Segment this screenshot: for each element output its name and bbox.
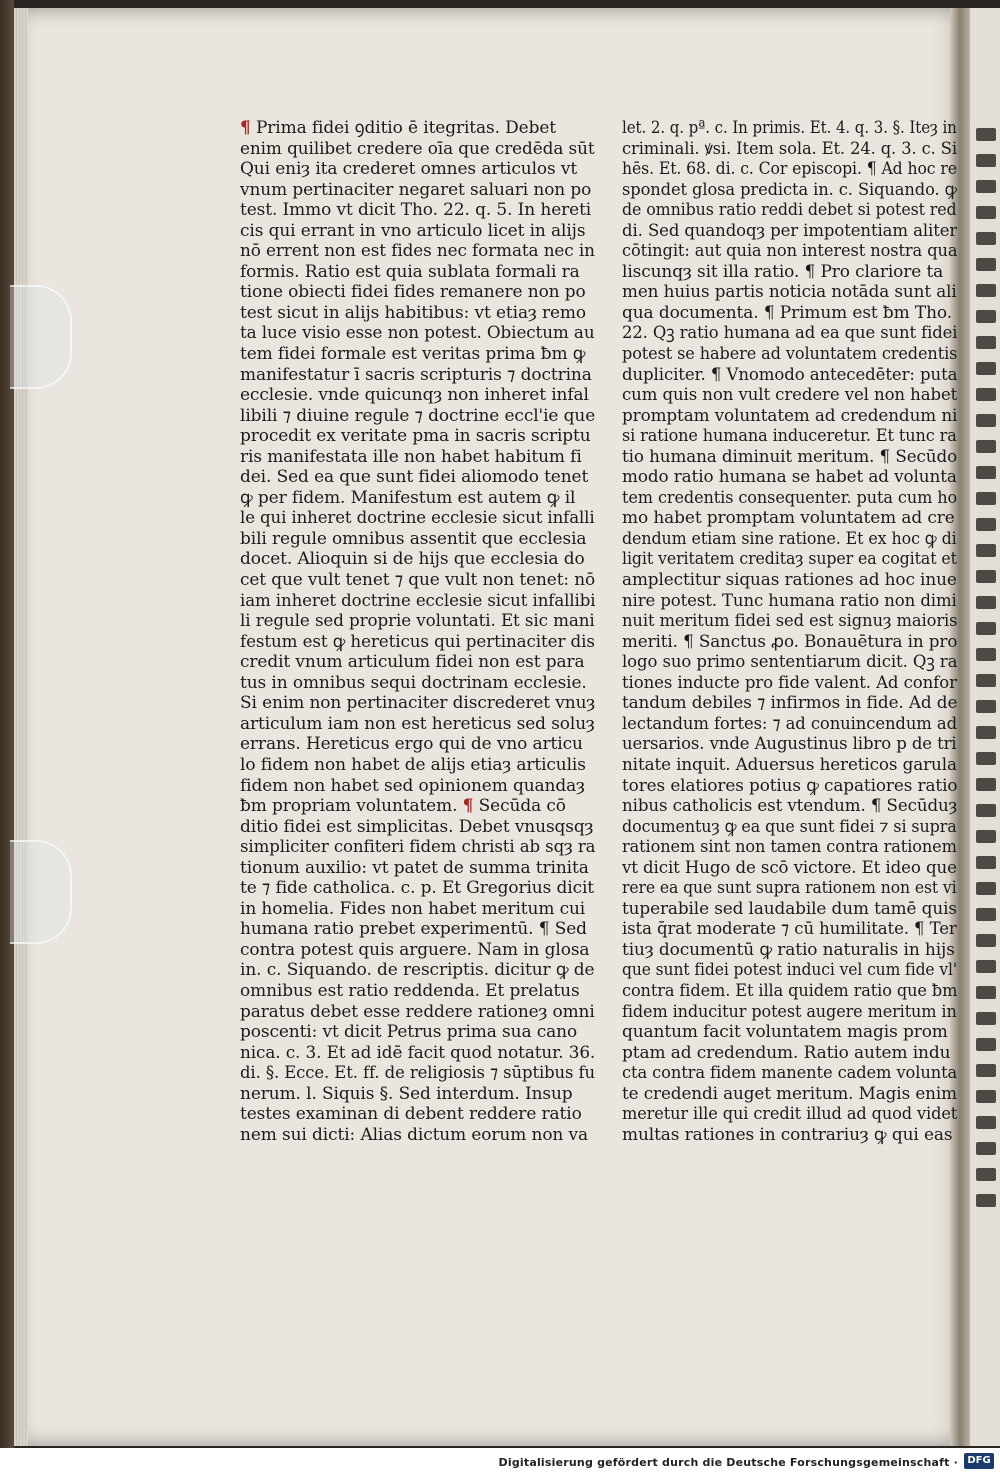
- text-line: ptam ad credendum. Ratio autem indu: [622, 1042, 951, 1063]
- text-line: nem sui dicti: Alias dictum eorum non va: [240, 1124, 589, 1145]
- text-line: rationem sint non tamen contra rationem: [622, 837, 957, 858]
- text-line: spondet glosa predicta in. c. Siquando. ꝙ: [622, 179, 957, 200]
- text-line: ditio fidei est simplicitas. Debet vnusqsqȝ: [240, 816, 594, 837]
- text-line: tem fidei formale est veritas prima ƀm ꝙ: [240, 344, 586, 365]
- text-line: cet que vult tenet ⁊ que vult non tenet: nō: [240, 570, 595, 591]
- text-line: tem credentis consequenter. puta cum ho: [622, 487, 957, 508]
- text-line: que sunt fidei potest induci vel cum fide vl': [622, 960, 957, 981]
- text-line: di. Sed quandoqȝ per impotentiam aliter: [622, 220, 957, 241]
- text-line: amplectitur siquas rationes ad hoc inue: [622, 570, 957, 591]
- text-line: dei. Sed ea que sunt fidei aliomodo tenet: [240, 467, 589, 488]
- text-line: meriti. ¶ Sanctus ꝓo. Bonauētura in pro: [622, 631, 957, 652]
- text-line: nibus catholicis est vtendum. ¶ Secūduȝ: [622, 796, 957, 817]
- text-line: ligit veritatem creditaȝ super ea cogitat et: [622, 549, 957, 570]
- text-line: potest se habere ad voluntatem credentis: [622, 344, 957, 365]
- text-line: tores elatiores potius ꝙ capatiores ratio: [622, 775, 957, 796]
- text-line: in homelia. Fides non habet meritum cui: [240, 898, 586, 919]
- text-line: de omnibus ratio reddi debet si potest red: [622, 200, 957, 221]
- text-line: qua documenta. ¶ Primum est ƀm Tho.: [622, 302, 952, 323]
- text-line: cta contra fidem manente cadem volunta: [622, 1063, 957, 1084]
- text-line: ta luce visio esse non potest. Obiectum au: [240, 323, 595, 344]
- text-line: tus in omnibus sequi doctrinam ecclesie.: [240, 672, 587, 693]
- text-line: nica. c. 3. Et ad idē facit quod notatur. 36.: [240, 1042, 595, 1063]
- text-line: nerum. l. Siquis §. Sed interdum. Insup: [240, 1083, 573, 1104]
- text-column-left: [240, 118, 600, 1145]
- text-line: in. c. Siquando. de rescriptis. dicitur ꝙ de: [240, 960, 595, 981]
- text-line: iam inheret doctrine ecclesie sicut infallibi: [240, 590, 595, 611]
- text-line: Si enim non pertinaciter discrederet vnuȝ: [240, 693, 595, 714]
- text-line: ista q̄rat moderate ⁊ cū humilitate. ¶ Ter: [622, 919, 957, 940]
- text-line: festum est ꝙ hereticus qui pertinaciter dis: [240, 631, 595, 652]
- text-line: le qui inheret doctrine ecclesie sicut infalli: [240, 508, 595, 529]
- text-line: tandum debiles ⁊ infirmos in fide. Ad de: [622, 693, 957, 714]
- text-line: 22. Qꝫ ratio humana ad ea que sunt fidei: [622, 323, 957, 344]
- text-line: tione obiecti fidei fides remanere non po: [240, 282, 586, 303]
- text-line: omnibus est ratio reddenda. Et prelatus: [240, 980, 580, 1001]
- text-line: cōtingit: aut quia non interest nostra qua: [622, 241, 957, 262]
- text-line: manifestatur ī sacris scripturis ⁊ doctrina: [240, 364, 592, 385]
- text-line: vnum pertinaciter negaret saluari non po: [240, 179, 592, 200]
- page-stack-edge: [14, 8, 28, 1446]
- text-line: contra potest quis arguere. Nam in glosa: [240, 939, 590, 960]
- text-line: modo ratio humana se habet ad volunta: [622, 467, 957, 488]
- text-line: te credendi auget meritum. Magis enim: [622, 1083, 957, 1104]
- text-line: test. Immo vt dicit Tho. 22. q. 5. In hereti: [240, 200, 592, 221]
- text-line: errans. Hereticus ergo qui de vno articu: [240, 734, 583, 755]
- text-line: nire potest. Tunc humana ratio non dimi: [622, 590, 957, 611]
- text-line: ris manifestata ille non habet habitum fi: [240, 446, 582, 467]
- text-line: tionum auxilio: vt patet de summa trinita: [240, 857, 589, 878]
- text-line: liscunqȝ sit illa ratio. ¶ Pro clariore ta: [622, 261, 944, 282]
- facing-page-edge: [970, 8, 1000, 1446]
- text-column-right: [622, 118, 962, 1145]
- text-line: tuperabile sed laudabile dum tamē quis: [622, 898, 957, 919]
- text-line: nō errent non est fides nec formata nec in: [240, 241, 595, 262]
- text-line: documentuȝ ꝙ ea que sunt fidei ⁊ si supra: [622, 816, 957, 837]
- footer-bar: [0, 1448, 1000, 1476]
- text-line: fidem inducitur potest augere meritum in: [622, 1001, 957, 1022]
- text-line: Qui eniȝ ita crederet omnes articulos vt: [240, 159, 578, 180]
- text-line: men huius partis noticia notāda sunt ali: [622, 282, 957, 303]
- text-line: meretur ille qui credit illud ad quod videt: [622, 1104, 957, 1125]
- text-line: si ratione humana induceretur. Et tunc ra: [622, 426, 957, 447]
- text-line: tio humana diminuit meritum. ¶ Secūdo: [622, 446, 957, 467]
- text-line: formis. Ratio est quia sublata formali ra: [240, 261, 580, 282]
- text-line: dupliciter. ¶ Vnomodo antecedēter: puta: [622, 364, 957, 385]
- text-line: nitate inquit. Aduersus hereticos garula: [622, 754, 957, 775]
- text-line: dendum etiam sine ratione. Et ex hoc ꝙ di: [622, 528, 957, 549]
- text-line: paratus debet esse reddere rationeȝ omni: [240, 1001, 595, 1022]
- text-line: multas rationes in contrariuȝ ꝙ qui eas: [622, 1124, 953, 1145]
- text-line: contra fidem. Et illa quidem ratio que ƀm: [622, 980, 957, 1001]
- text-line: tiuȝ documentū ꝙ ratio naturalis in hijs: [622, 939, 955, 960]
- page-clip-upper: [10, 285, 72, 389]
- text-line: libili ⁊ diuine regule ⁊ doctrine eccl'ie que: [240, 405, 595, 426]
- text-line: lo fidem non habet de alijs etiaȝ articulis: [240, 754, 586, 775]
- text-line: li regule sed proprie voluntati. Et sic mani: [240, 611, 595, 632]
- text-line: vt dicit Hugo de scō victore. Et ideo que: [622, 857, 957, 878]
- text-line: promptam voluntatem ad credendum ni: [622, 405, 957, 426]
- text-line: cis qui errant in vno articulo licet in alijs: [240, 220, 586, 241]
- text-line: criminali. ꝟsi. Item sola. Et. 24. q. 3. c. Si: [622, 138, 957, 159]
- text-line: cum quis non vult credere vel non habet: [622, 385, 957, 406]
- text-line: humana ratio prebet experimentū. ¶ Sed: [240, 919, 587, 940]
- text-line: testes examinan di debent reddere ratio: [240, 1104, 582, 1125]
- text-line: ƀm propriam voluntatem. ¶ Secūda cō: [240, 796, 566, 817]
- facing-page-text-fragments: [976, 128, 1000, 1220]
- text-line: let. 2. q. pª. c. In primis. Et. 4. q. 3. §. Iteȝ in: [622, 118, 957, 138]
- text-line: nuit meritum fidei sed est signuȝ maioris: [622, 611, 957, 632]
- text-line: rere ea que sunt supra rationem non est vi: [622, 878, 957, 899]
- text-line: ꝙ per fidem. Manifestum est autem ꝙ il: [240, 487, 576, 508]
- page-clip-lower: [10, 840, 72, 944]
- text-line: docet. Alioquin si de hijs que ecclesia do: [240, 549, 585, 570]
- footer-credit: Digitalisierung gefördert durch die Deutsche Forschungsgemeinschaft ·: [498, 1456, 958, 1469]
- text-line: enim quilibet credere oīa que credēda sūt: [240, 138, 595, 159]
- text-line: tiones inducte pro fide valent. Ad confor: [622, 672, 957, 693]
- text-line: te ⁊ fide catholica. c. p. Et Gregorius dicit: [240, 878, 595, 899]
- text-line: lectandum fortes: ⁊ ad conuincendum ad: [622, 713, 957, 734]
- text-line: procedit ex veritate pma in sacris scriptu: [240, 426, 591, 447]
- text-line: ecclesie. vnde quicunqȝ non inheret infal: [240, 385, 589, 406]
- text-line: hēs. Et. 68. di. c. Cor episcopi. ¶ Ad hoc re: [622, 159, 957, 180]
- dfg-logo: DFG: [964, 1453, 994, 1469]
- text-line: articulum iam non est hereticus sed soluȝ: [240, 713, 595, 734]
- text-line: di. §. Ecce. Et. ff. de religiosis ⁊ sūptibus fu: [240, 1063, 595, 1084]
- text-line: logo suo primo sententiarum dicit. Qꝫ ra: [622, 652, 957, 673]
- text-line: mo habet promptam voluntatem ad cre: [622, 508, 955, 529]
- text-line: credit vnum articulum fidei non est para: [240, 652, 585, 673]
- text-line: fidem non habet sed opinionem quandaȝ: [240, 775, 585, 796]
- text-line: uersarios. vnde Augustinus libro p de tri: [622, 734, 957, 755]
- text-line: poscenti: vt dicit Petrus prima sua cano: [240, 1022, 578, 1043]
- text-line: test sicut in alijs habitibus: vt etiaȝ remo: [240, 302, 587, 323]
- text-line: simpliciter confiteri fidem christi ab sqȝ ra: [240, 837, 595, 858]
- text-line: quantum facit voluntatem magis prom: [622, 1022, 948, 1043]
- text-line: bili regule omnibus assentit que ecclesia: [240, 528, 587, 549]
- text-line: ¶ Prima fidei ꝯditio ē itegritas. Debet: [240, 118, 557, 138]
- book-cover-edge: [0, 0, 14, 1448]
